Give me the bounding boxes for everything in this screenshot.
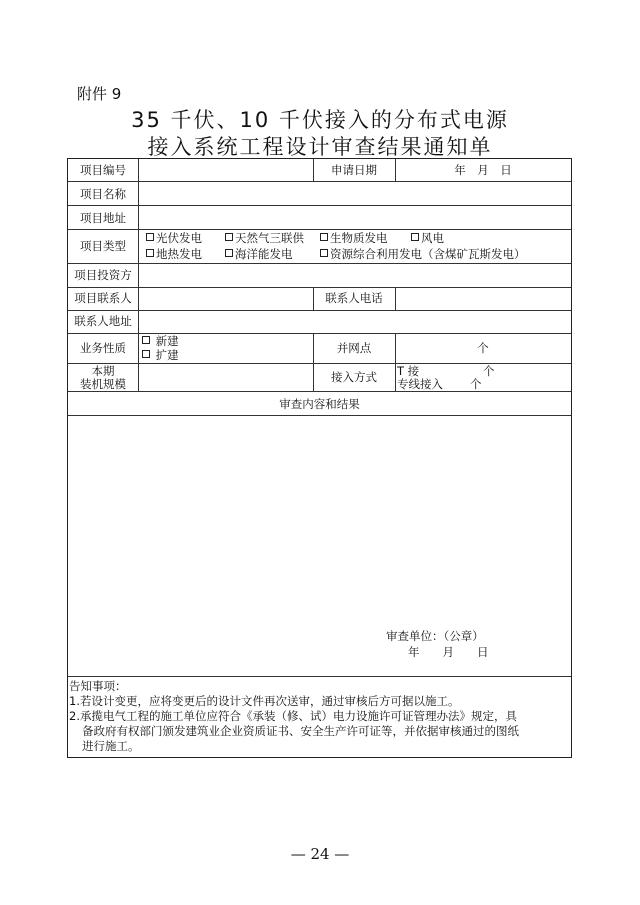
checkbox-icon — [146, 233, 154, 241]
checkbox-icon — [146, 249, 154, 257]
contact-phone-label: 联系人电话 — [325, 291, 383, 305]
project-name-label: 项目名称 — [80, 187, 126, 201]
application-date-value: 年 月 日 — [454, 163, 512, 177]
page-number: — 24 — — [290, 845, 350, 863]
business-option-expansion[interactable]: 扩建 — [142, 348, 179, 362]
review-unit-seal: 审查单位：（公章） — [386, 629, 484, 643]
type-option-biomass[interactable]: 生物质发电 — [320, 231, 388, 245]
checkbox-icon — [142, 350, 150, 358]
notice-item-2-line3: 进行施工。 — [82, 739, 140, 753]
type-option-gas-trigeneration[interactable]: 天然气三联供 — [225, 231, 304, 245]
checkbox-icon — [225, 249, 233, 257]
contact-label: 项目联系人 — [74, 291, 132, 305]
grid-points-label: 并网点 — [336, 341, 372, 355]
business-nature-label: 业务性质 — [80, 341, 126, 355]
type-option-resource-utilization[interactable]: 资源综合利用发电（含煤矿瓦斯发电） — [320, 247, 526, 261]
checkbox-icon — [411, 233, 419, 241]
project-address-label: 项目地址 — [80, 211, 126, 225]
type-option-solar[interactable]: 光伏发电 — [146, 231, 202, 245]
contact-address-label: 联系人地址 — [74, 314, 132, 328]
t-connection-unit: 个 — [483, 364, 495, 378]
review-notice-form — [67, 158, 572, 758]
checkbox-icon — [320, 249, 328, 257]
notice-item-2-line2: 备政府有权部门颁发建筑业企业资质证书、安全生产许可证等，并依据审核通过的图纸 — [82, 724, 519, 738]
checkbox-icon — [320, 233, 328, 241]
checkbox-icon — [142, 336, 150, 344]
review-date: 年 月 日 — [408, 645, 489, 659]
type-option-ocean[interactable]: 海洋能发电 — [225, 247, 293, 261]
checkbox-icon — [225, 233, 233, 241]
attachment-label: 附件 9 — [77, 85, 122, 103]
project-type-label: 项目类型 — [80, 239, 126, 253]
investor-label: 项目投资方 — [74, 268, 132, 282]
capacity-label-line1: 本期 — [91, 364, 115, 378]
access-method-label: 接入方式 — [331, 370, 377, 384]
review-section-header: 审查内容和结果 — [279, 397, 360, 411]
dedicated-line-label: 专线接入 — [397, 377, 443, 391]
grid-points-unit: 个 — [477, 341, 489, 355]
document-title-line2: 接入系统工程设计审查结果通知单 — [147, 135, 493, 159]
application-date-label: 申请日期 — [331, 163, 377, 177]
type-option-geothermal[interactable]: 地热发电 — [146, 247, 202, 261]
dedicated-line-unit: 个 — [470, 377, 482, 391]
notice-item-1: 1.若设计变更，应将变更后的设计文件再次送审，通过审核后方可据以施工。 — [69, 694, 460, 708]
project-number-label: 项目编号 — [80, 163, 126, 177]
type-option-wind[interactable]: 风电 — [411, 231, 444, 245]
notice-title: 告知事项： — [69, 679, 127, 693]
capacity-label-line2: 装机规模 — [80, 377, 126, 391]
notice-item-2-line1: 2.承揽电气工程的施工单位应符合《承装（修、试）电力设施许可证管理办法》规定，具 — [69, 709, 517, 723]
document-title-line1: 35 千伏、10 千伏接入的分布式电源 — [131, 108, 509, 132]
business-option-new[interactable]: 新建 — [142, 334, 179, 348]
t-connection-label: T 接 — [397, 364, 420, 378]
